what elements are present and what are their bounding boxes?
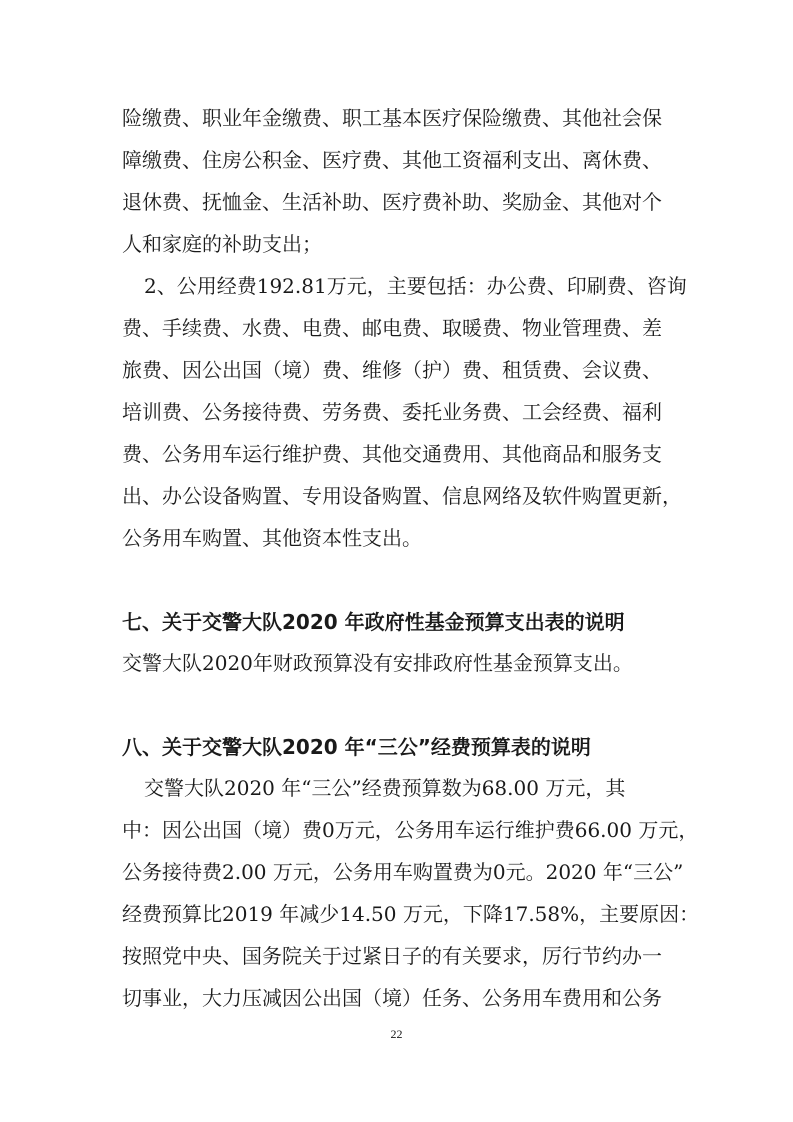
text-line: 公务接待费2.00 万元，公务用车购置费为0元。2020 年“三公” [122,860,684,884]
text-line: 按照党中央、国务院关于过紧日子的有关要求，厉行节约办一 [122,944,662,968]
page-number: 22 [390,1027,403,1041]
text-line: 交警大队2020年财政预算没有安排政府性基金预算支出。 [122,651,633,675]
text-line: 中：因公出国（境）费0万元，公务用车运行维护费66.00 万元， [122,818,699,842]
text-line: 切事业，大力压减因公出国（境）任务、公务用车费用和公务 [122,986,662,1010]
text-line: 旅费、因公出国（境）费、维修（护）费、租赁费、会议费、 [122,358,662,382]
text-line: 公务用车购置、其他资本性支出。 [122,526,422,550]
text-line: 2、公用经费192.81万元，主要包括：办公费、印刷费、咨询 [144,274,687,298]
text-line: 经费预算比2019 年减少14.50 万元，下降17.58%，主要原因： [122,902,700,926]
text-line: 培训费、公务接待费、劳务费、委托业务费、工会经费、福利 [122,400,662,424]
text-line: 费、公务用车运行维护费、其他交通费用、其他商品和服务支 [122,442,662,466]
section-heading: 八、关于交警大队2020 年“三公”经费预算表的说明 [122,735,591,759]
text-line: 出、办公设备购置、专用设备购置、信息网络及软件购置更新， [122,484,682,508]
text-line: 障缴费、住房公积金、医疗费、其他工资福利支出、离休费、 [122,148,662,172]
text-line: 险缴费、职业年金缴费、职工基本医疗保险缴费、其他社会保 [122,106,662,130]
text-line: 费、手续费、水费、电费、邮电费、取暖费、物业管理费、差 [122,316,662,340]
text-line: 交警大队2020 年“三公”经费预算数为68.00 万元，其 [144,776,626,800]
section-heading: 七、关于交警大队2020 年政府性基金预算支出表的说明 [122,610,625,634]
text-line: 人和家庭的补助支出； [122,232,322,256]
text-line: 退休费、抚恤金、生活补助、医疗费补助、奖励金、其他对个 [122,190,662,214]
